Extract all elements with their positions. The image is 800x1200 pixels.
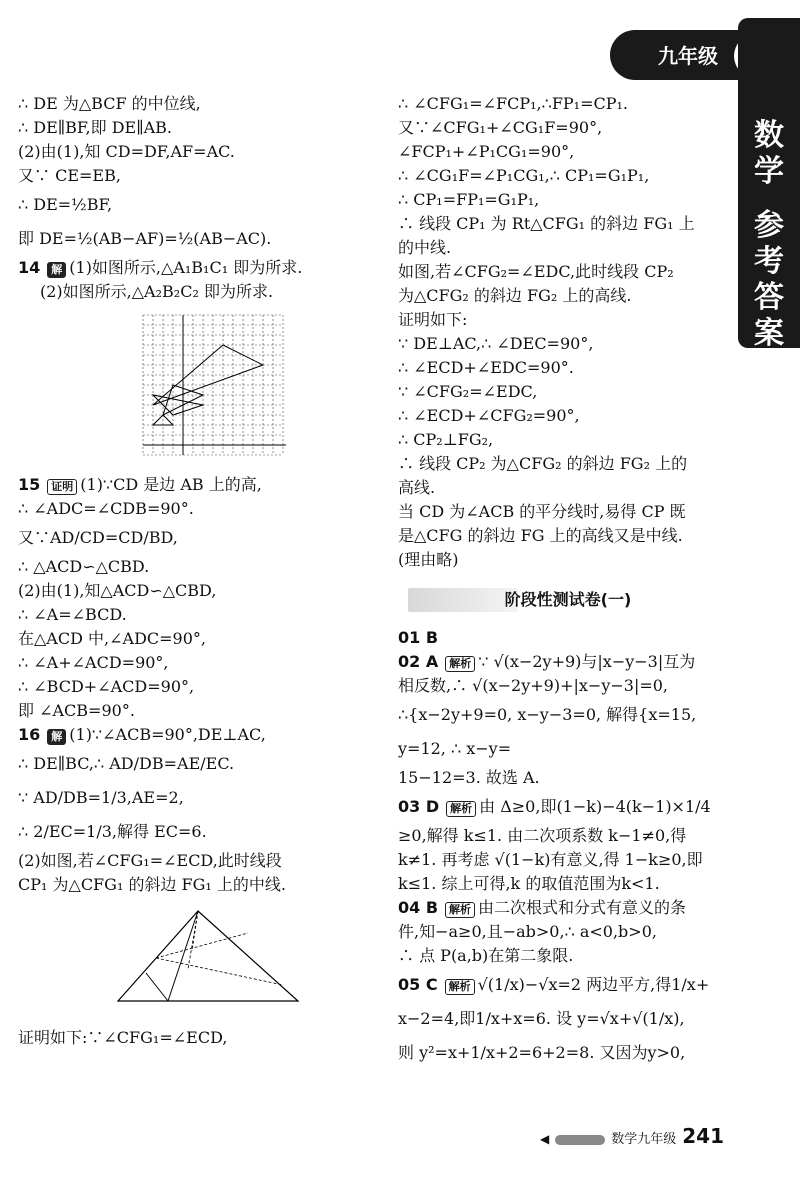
triangle-diagram [108, 903, 308, 1013]
text-line: 则 y²=x+1/x+2=6+2=8. 又因为y>0, [398, 1043, 686, 1062]
text-line: k≤1. 综上可得,k 的取值范围为k<1. [398, 874, 660, 893]
answer-tag: 解 [47, 729, 66, 745]
question-number: 03 D [398, 797, 440, 816]
question-number: 15 [18, 475, 41, 494]
answer-03 [398, 790, 738, 824]
section-decoration [408, 588, 518, 612]
analysis-tag: 解析 [446, 801, 476, 817]
text-line: ∴ CP₂⊥FG₂, [398, 430, 494, 449]
text-line: x−2=4,即1/x+x=6. 设 y=√x+√(1/x), [398, 1009, 685, 1028]
text-line: 即 DE=½(AB−AF)=½(AB−AC). [18, 229, 272, 248]
question-number: 05 C [398, 975, 438, 994]
text-line: ∴ CP₁=FP₁=G₁P₁, [398, 190, 540, 209]
text-line: ∴ DE 为△BCF 的中位线, [18, 94, 201, 113]
answer-02 [398, 650, 738, 674]
text-line: 又∵∠CFG₁+∠CG₁F=90°, [398, 118, 603, 137]
text-line: ∴ DE∥BF,即 DE∥AB. [18, 118, 173, 137]
text-line: ∴ 线段 CP₁ 为 Rt△CFG₁ 的斜边 FG₁ 上 [398, 214, 695, 233]
answer-tag: 解 [47, 262, 66, 278]
text-line: CP₁ 为△CFG₁ 的斜边 FG₁ 上的中线. [18, 875, 286, 894]
text-line: ∵ ∠CFG₂=∠EDC, [398, 382, 538, 401]
text-line: 由二次根式和分式有意义的条 [478, 898, 687, 917]
text-line: ∴ ∠BCD+∠ACD=90°, [18, 677, 195, 696]
analysis-tag: 解析 [445, 656, 475, 672]
text-line: ∴ △ACD∽△CBD. [18, 557, 150, 576]
question-number: 04 B [398, 898, 439, 917]
text-line: ∠FCP₁+∠P₁CG₁=90°, [398, 142, 575, 161]
text-line: 证明如下: [398, 310, 468, 329]
text-line: ∴ 点 P(a,b)在第二象限. [398, 946, 574, 965]
text-line: (2)如图所示,△A₂B₂C₂ 即为所求. [40, 282, 274, 301]
text-line: 相反数,∴ √(x−2y+9)+|x−y−3|=0, [398, 676, 669, 695]
text-line: ∴ 线段 CP₂ 为△CFG₂ 的斜边 FG₂ 上的 [398, 454, 688, 473]
text-line: ∴ ∠ECD+∠EDC=90°. [398, 358, 574, 377]
left-arrow-icon: ◀ [540, 1132, 550, 1146]
text-line: (2)由(1),知△ACD∽△CBD, [18, 581, 217, 600]
text-line: ∵ √(x−2y+9)与|x−y−3|互为 [478, 652, 696, 671]
text-line: (1)如图所示,△A₁B₁C₁ 即为所求. [69, 258, 303, 277]
grade-label: 九年级 [658, 44, 718, 68]
text-line: (1)∵∠ACB=90°,DE⊥AC, [69, 725, 266, 744]
question-16 [18, 723, 388, 747]
text-line-with-tag [18, 579, 388, 603]
text-line: ≥0,解得 k≤1. 由二次项系数 k−1≠0,得 [398, 826, 687, 845]
triangle-figure [108, 903, 388, 1020]
subject-answers: 参考答案 [754, 208, 784, 351]
section-header [398, 580, 738, 620]
subject-sidebar [738, 18, 800, 351]
question-15 [18, 473, 388, 497]
text-line: ∴ ∠CG₁F=∠P₁CG₁,∴ CP₁=G₁P₁, [398, 166, 650, 185]
text-line: ∴ DE=½BF, [18, 195, 113, 214]
text-line: 证明如下:∵∠CFG₁=∠ECD, [18, 1028, 228, 1047]
text-line: (1)∵CD 是边 AB 上的高, [80, 475, 262, 494]
left-column [18, 92, 388, 1050]
text-line: 即 ∠ACB=90°. [18, 701, 135, 720]
text-line: ∴ DE∥BC,∴ AD/DB=AE/EC. [18, 754, 235, 773]
text-line: ∵ DE⊥AC,∴ ∠DEC=90°, [398, 334, 594, 353]
text-line: 为△CFG₂ 的斜边 FG₂ 上的高线. [398, 286, 632, 305]
analysis-tag: 解析 [445, 979, 475, 995]
text-line: (2)由(1),知 CD=DF,AF=AC. [18, 142, 235, 161]
question-number: 14 [18, 258, 41, 277]
text-line: 如图,若∠CFG₂=∠EDC,此时线段 CP₂ [398, 262, 674, 281]
text-line: ∴ ∠ECD+∠CFG₂=90°, [398, 406, 580, 425]
text-line: 当 CD 为∠ACB 的平分线时,易得 CP 既 [398, 502, 686, 521]
question-number: 02 A [398, 652, 439, 671]
text-line: ∴{x−2y+9=0, x−y−3=0, 解得{x=15, y=12, ∴ x−y= [398, 705, 697, 758]
text-line: 由 Δ≥0,即(1−k)−4(k−1)×1/4 [479, 797, 711, 816]
text-line: 是△CFG 的斜边 FG 上的高线又是中线. [398, 526, 683, 545]
text-line: (2)如图,若∠CFG₁=∠ECD,此时线段 [18, 851, 282, 870]
text-line: √(1/x)−√x=2 两边平方,得1/x+ [477, 975, 710, 994]
text-line: ∵ AD/DB=1/3,AE=2, [18, 788, 184, 807]
text-line: ∴ ∠CFG₁=∠FCP₁,∴FP₁=CP₁. [398, 94, 629, 113]
analysis-tag: 解析 [445, 902, 475, 918]
coordinate-grid-diagram [138, 310, 288, 460]
text-line: ∴ ∠ADC=∠CDB=90°. [18, 499, 194, 518]
section-title: 阶段性测试卷(一) [504, 590, 632, 609]
series-logo [555, 1135, 605, 1145]
text-line: 在△ACD 中,∠ADC=90°, [18, 629, 206, 648]
text-line: 又∵ CE=EB, [18, 166, 121, 185]
page-number: 241 [682, 1124, 724, 1148]
text-line: (理由略) [398, 550, 459, 569]
question-14 [18, 256, 388, 280]
proof-tag: 证明 [47, 479, 77, 495]
answer-05 [398, 968, 738, 1002]
text-line: k≠1. 再考虑 √(1−k)有意义,得 1−k≥0,即 [398, 850, 703, 869]
answer-01: 01 B [398, 628, 439, 647]
grid-figure [138, 310, 388, 467]
text-line: 的中线. [398, 238, 452, 257]
text-line: ∴ ∠A+∠ACD=90°, [18, 653, 169, 672]
footer-book: 数学九年级 [611, 1132, 677, 1147]
text-line: 又∵AD/CD=CD/BD, [18, 528, 178, 547]
text-line: 高线. [398, 478, 436, 497]
text-line: 15−12=3. 故选 A. [398, 768, 540, 787]
page-footer [540, 1124, 724, 1148]
text-line: ∴ ∠A=∠BCD. [18, 605, 127, 624]
question-number: 16 [18, 725, 41, 744]
text-line: ∴ 2/EC=1/3,解得 EC=6. [18, 822, 207, 841]
answer-04 [398, 896, 738, 920]
right-column [398, 92, 738, 1070]
subject-math: 数学 [754, 118, 784, 189]
text-line: 件,知−a≥0,且−ab>0,∴ a<0,b>0, [398, 922, 657, 941]
